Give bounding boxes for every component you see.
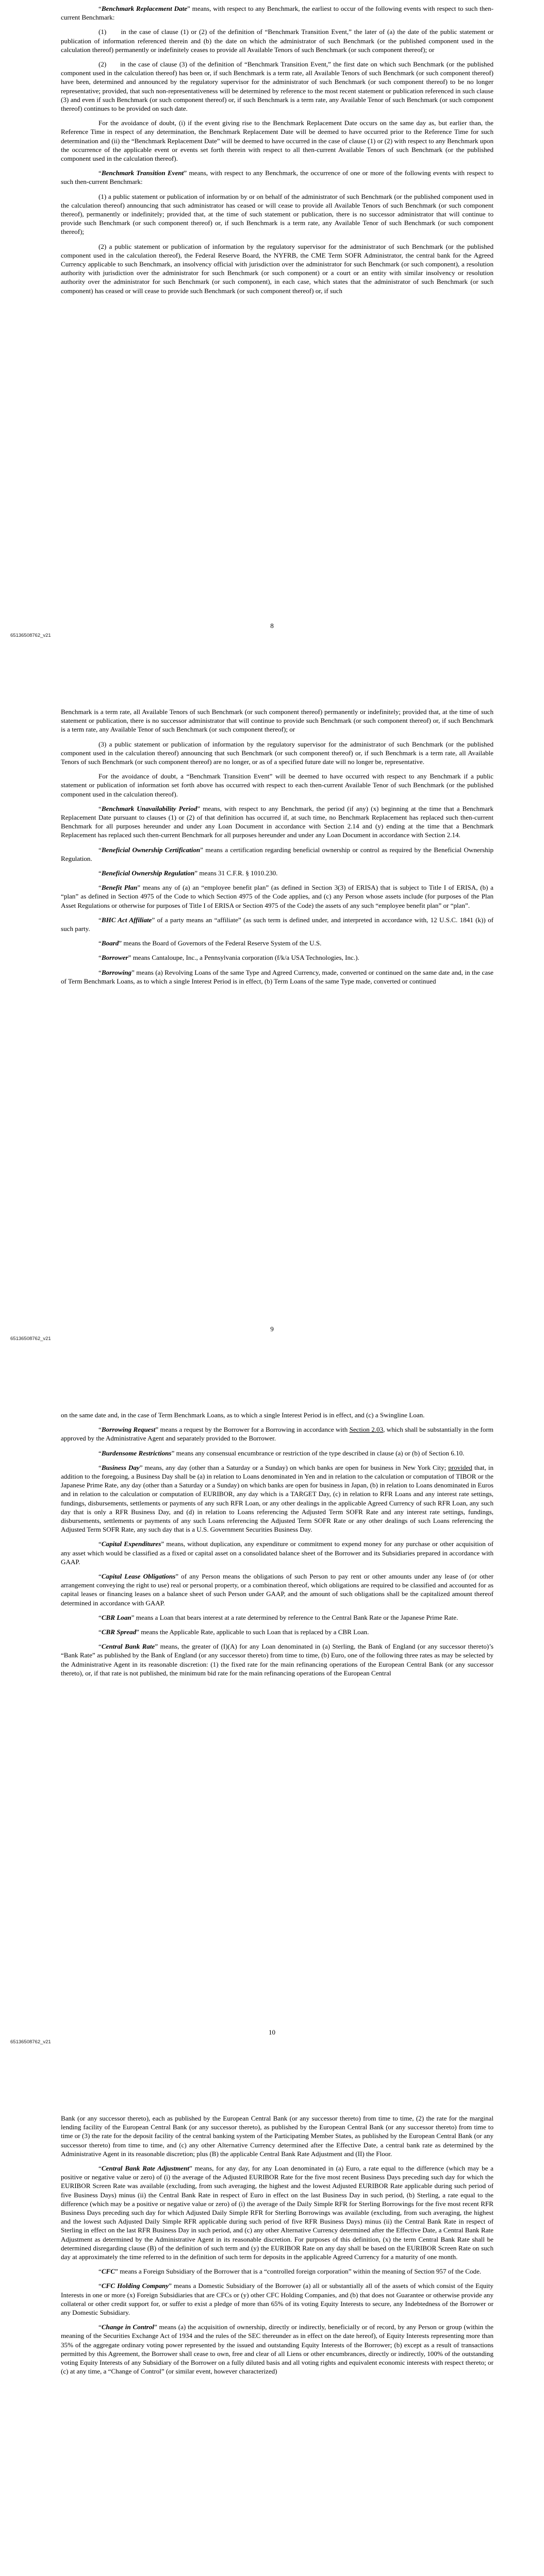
paragraph-text: “ [98,845,102,854]
paragraph-text: “ [98,1540,102,1548]
paragraph [61,168,493,186]
paragraph-text: ” means a Domestic Subsidiary of the Borrower (a) all or substantially all of the assets of which consist of the Equity Interests in one or more (x) Foreign Subsidiaries that are CFCs or (y) other CFC Holding Companies, and (b) that does not Guarantee or otherwise provide any collateral or other credit support for, or suffer to exist a pledge of more than 65% of its voting Equity Interests to secure, any Indebtedness of the Borrower or any Domestic Subsidiary. [61,2282,493,2317]
paragraph-text: ” means, the greater of (I)(A) for any Loan denominated in (a) Sterling, the Bank of England (or any successor thereto)’s “Bank Rate” as published by the Bank of England (or any successor thereto) from time to time, (b) Euro, one of the following three rates as may be selected by the Administrative Agent in its reasonable discretion: (1) the fixed rate for the main refinancing operations of the European Central Bank (or any successor thereto), or, if that rate is not published, the minimum bid rate for the main refinancing operations of the European Central [61,1642,494,1677]
paragraph-text: (2) a public statement or publication of information by the regulatory supervisor for the administrator of such Benchmark (or the published component used in the calculation thereof), the Federal Reserve Board, the NYFRB, the CME Term SOFR Administrator, the central bank for the Agreed Currency applicable to such Benchmark, an insolvency official with jurisdiction over the administrator for such Benchmark (or such component), a resolution authority with jurisdiction over the administrator for such Benchmark (or such component) or a court or an entity with similar insolvency or resolution authority over the administrator for such Benchmark (or such component), in each case, which states that the administrator of such Benchmark (or such component) has ceased or will cease to provide such Benchmark (or such component thereof) or, if such [61,242,493,295]
defined-term: Benefit Plan [101,884,138,892]
paragraph-text: ” means the Applicable Rate, applicable to such Loan that is replaced by a CBR Loan. [136,1628,369,1636]
paragraph-text: “ [98,916,102,924]
paragraph-text: “ [98,804,102,812]
paragraph-text: ” means a request by the Borrower for a Borrowing in accordance with [155,1426,350,1434]
defined-term: Borrower [101,954,128,962]
paragraph-text: ” means, any day (other than a Saturday or a Sunday) on which banks are open for business in New York City; [139,1463,449,1471]
paragraph-text: “ [98,2267,102,2276]
paragraph [61,1463,493,1534]
paragraph [61,845,493,863]
paragraph [61,1572,493,1607]
paragraph-text: “ [98,2323,102,2331]
paragraph-text: ” means Cantaloupe, Inc., a Pennsylvania corporation (f/k/a USA Technologies, Inc.). [128,954,359,962]
paragraph [61,772,493,799]
paragraph-text: “ [98,2164,102,2173]
paragraph [61,192,493,236]
paragraph [61,1642,493,1677]
defined-term: CFC [101,2267,116,2276]
paragraph [61,4,493,22]
paragraph-text: “ [98,954,102,962]
paragraph-text: on the same date and, in the case of Term Benchmark Loans, as to which a single Interest Period is in effect, and (c) a Swingline Loan. [61,1411,425,1419]
paragraph-text: “ [98,1449,102,1457]
document-page-3 [0,1406,544,2110]
paragraph-text: ” of a party means an “affiliate” (as such term is defined under, and interpreted in accordance with, 12 U.S.C. 1841 (k)) of such party. [61,916,493,933]
page-number: 9 [270,1325,274,1333]
paragraph-text: “ [98,939,102,947]
paragraph-text: ” means any consensual encumbrance or restriction of the type described in clause (a) or (b) of Section 6.10. [171,1449,465,1457]
paragraph [61,2281,493,2317]
paragraph-text: ” means (a) Revolving Loans of the same Type and Agreed Currency, made, converted or continued on the same date and, in the case of Term Benchmark Loans, as to which a single Interest Period is in effect, (b) Term Loans of the same Type made, converted or continued [61,968,493,985]
paragraph [61,740,493,767]
paragraph [61,2114,493,2158]
defined-term: Business Day [101,1463,140,1471]
document-id: 65136508762_v21 [10,1336,51,1342]
paragraph [61,2164,493,2261]
defined-term: Borrowing [101,968,132,976]
paragraph-text: “ [98,1572,102,1581]
paragraph-text: ” means any of (a) an “employee benefit plan” (as defined in Section 3(3) of ERISA) that is subject to Title I of ERISA, (b) a “plan” as defined in Section 4975 of the Code to which Section 4975 of the Code applies, and (c) any Person whose assets include (for purposes of the Plan Asset Regulations or otherwise for purposes of Title I of ERISA or Section 4975 of the Code) the assets of any such “employee benefit plan” or “plan”. [61,884,493,909]
paragraph-text: ” means a certification regarding beneficial ownership or control as required by the Beneficial Ownership Regulation. [61,845,494,862]
paragraph [61,242,493,295]
defined-term: CFC Holding Company [101,2282,169,2290]
paragraph-text: “ [98,5,102,12]
underlined-text: provided [448,1463,472,1471]
defined-term: Central Bank Rate Adjustment [101,2164,190,2173]
paragraph-text: ” means, for any day, for any Loan denominated in (a) Euro, a rate equal to the difference (which may be a positive or negative value or zero) of (i) the average of the Adjusted EURIBOR Rate for the five most recent Business Days preceding such day for which the EURIBOR Screen Rate was available (excluding, from such averaging, the highest and the lowest Adjusted EURIBOR Rate applicable during such period of five Business Days) minus (ii) the Central Bank Rate in respect of Euro in effect on the last Business Day in such period, (b) Sterling, a rate equal to the difference (which may be a positive or negative value or zero) of (i) the average of the Daily Simple RFR for Sterling Borrowings for the five most recent RFR Business Days preceding such day for which Adjusted Daily Simple RFR for Sterling Borrowings was available (excluding, from such averaging, the highest and the lowest such Adjusted Daily Simple RFR applicable during such period of five RFR Business Days) minus (ii) the Central Bank Rate in respect of Sterling in effect on the last RFR Business Day in such period, and (c) any other Alternative Currency determined after the Effective Date, a Central Bank Rate Adjustment as determined by the Administrative Agent in its reasonable discretion. For purposes of this definition, (x) the term Central Bank Rate shall be determined disregarding clause (B) of the definition of such term and (y) the EURIBOR Rate on any day shall be based on the EURIBOR Screen Rate on such day at approximately the time referred to in the definition of such term for deposits in the applicable Agreed Currency for a maturity of one month. [61,2164,493,2261]
paragraph-text: ” means a Loan that bears interest at a rate determined by reference to the Central Bank Rate or the Japanese Prime Rate. [131,1613,458,1621]
paragraph-text: ” means a Foreign Subsidiary of the Borrower that is a “controlled foreign corporation” within the meaning of Section 957 of the Code. [115,2267,482,2276]
paragraph [61,1613,493,1622]
paragraph [61,939,493,947]
defined-term: Beneficial Ownership Regulation [101,869,195,877]
paragraph [61,953,493,962]
paragraph [61,1425,493,1443]
paragraph [61,27,493,54]
paragraph-text: ” means, without duplication, any expenditure or commitment to expend money for any purchase or other acquisition of any asset which would be classified as a fixed or capital asset on a consolidated balance sheet of the Borrower and its Subsidiaries prepared in accordance with GAAP. [61,1540,493,1566]
paragraph-text: (1) a public statement or publication of information by or on behalf of the administrator of such Benchmark (or the published component used in the calculation thereof) announcing that such administrator has ceased or will cease to provide all Available Tenors of such Benchmark (or such component thereof), permanently or indefinitely; provided that, at the time of such statement or publication, there is no successor administrator that will continue to provide such Benchmark (or such component thereof) or, if such Benchmark is a term rate, any Available Tenor of such Benchmark (or such component thereof); [61,192,493,236]
defined-term: Beneficial Ownership Certification [101,845,201,854]
paragraph-text: “ [98,968,102,976]
document-page-4 [0,2110,544,2576]
paragraph [61,916,493,933]
paragraph-text: ” means, with respect to any Benchmark, the earliest to occur of the following events with respect to such then-current Benchmark: [61,5,493,22]
defined-term: Burdensome Restrictions [101,1449,172,1457]
page-2-body [61,707,493,991]
paragraph-text: “ [98,869,102,877]
paragraph-text: ” means (a) the acquisition of ownership, directly or indirectly, beneficially or of record, by any Person or group (within the meaning of the Securities Exchange Act of 1934 and the rules of the SEC thereunder as in effect on the date hereof), of Equity Interests representing more than 35% of the aggregate ordinary voting power represented by the issued and outstanding Equity Interests of the Borrower; (b) except as a result of transactions permitted by this Agreement, the Borrower shall cease to own, free and clear of all Liens or other encumbrances, directly or indirectly, 100% of the outstanding voting Equity Interests of any Subsidiary of the Borrower on a fully diluted basis and all voting rights and equivalent economic interests with respect thereto; or (c) at any time, a “Change of Control” (or similar event, however characterized) [61,2323,493,2376]
paragraph-text: “ [98,1642,102,1651]
paragraph-text: “ [98,884,102,892]
paragraph-text: ” means the Board of Governors of the Federal Reserve System of the U.S. [119,939,322,947]
paragraph-text: For the avoidance of doubt, (i) if the event giving rise to the Benchmark Replacement Date occurs on the same day as, but earlier than, the Reference Time in respect of any determination, the Benchmark Replacement Date will be deemed to have occurred prior to the Reference Time for such determination and (ii) the “Benchmark Replacement Date” will be deemed to have occurred in the case of clause (1) or (2) with respect to any Benchmark upon the occurrence of the applicable event or events set forth therein with respect to all then-current Available Tenors of such Benchmark (or the published component used in the calculation thereof). [61,119,493,163]
defined-term: Benchmark Replacement Date [101,5,188,12]
paragraph-text: that, in addition to the foregoing, a Business Day shall be (a) in relation to Loans denominated in Yen and in relation to the calculation or computation of TIBOR or the Japanese Prime Rate, any day (other than a Saturday or a Sunday) on which banks are open for business in Japan, (b) in relation to Loans denominated in Euros and in relation to the calculation or computation of EURIBOR, any day which is a TARGET Day, (c) in relation to RFR Loans and any interest rate settings, fundings, disbursements, settlements or payments of any such RFR Loan, or any other dealings in the applicable Agreed Currency of such RFR Loan, any such day that is only a RFR Business Day, and (d) in relation to Loans referencing the Adjusted Term SOFR Rate and any interest rate settings, fundings, disbursements, settlements or payments of any such Loans referencing the Adjusted Term SOFR Rate or any other dealings of such Loans referencing the Adjusted Term SOFR Rate, any such day that is a U.S. Government Securities Business Day. [61,1463,494,1534]
paragraph-text: ” means, with respect to any Benchmark, the occurrence of one or more of the following events with respect to such then-current Benchmark: [61,169,493,186]
paragraph [61,118,493,163]
paragraph-text: “ [98,1628,102,1636]
defined-term: BHC Act Affiliate [101,916,152,924]
paragraph-text: (1) in the case of clause (1) or (2) of the definition of “Benchmark Transition Event,” the later of (a) the date of the public statement or publication of information referenced therein and (b) the date on which the administrator of such Benchmark (or the published component used in the calculation thereof) permanently or indefinitely ceases to provide all Available Tenors of such Benchmark (or such component thereof); or [61,28,493,54]
document-id: 65136508762_v21 [10,633,51,638]
page-number: 10 [269,2028,275,2036]
defined-term: Capital Expenditures [101,1540,161,1548]
defined-term: Board [101,939,119,947]
paragraph [61,869,493,877]
paragraph-text: For the avoidance of doubt, a “Benchmark Transition Event” will be deemed to have occurred with respect to any Benchmark if a public statement or publication of information set forth above has occurred with respect to each then-current Available Tenor of such Benchmark (or the published component used in the calculation thereof). [61,772,493,798]
underlined-text: Section 2.03 [349,1426,384,1434]
paragraph [61,2323,493,2376]
page-3-body [61,1411,493,1683]
paragraph [61,1628,493,1636]
defined-term: Capital Lease Obligations [101,1572,176,1581]
paragraph-text: ” means, with respect to any Benchmark, the period (if any) (x) beginning at the time that a Benchmark Replacement Date pursuant to clauses (1) or (2) of that definition has occurred if, at such time, no Benchmark Replacement has replaced such then-current Benchmark for all purposes hereunder and under any Loan Document in accordance with Section 2.14 and (y) ending at the time that a Benchmark Replacement has replaced such then-current Benchmark for all purposes hereunder and under any Loan Document in accordance with Section 2.14. [61,804,493,839]
paragraph [61,707,493,734]
defined-term: Borrowing Request [101,1426,156,1434]
paragraph [61,1411,493,1419]
paragraph-text: “ [98,1463,102,1471]
defined-term: Benchmark Unavailability Period [101,804,197,812]
paragraph-text: “ [98,2282,102,2290]
paragraph-text: Bank (or any successor thereto), each as published by the European Central Bank (or any successor thereto) from time to time, (2) the rate for the marginal lending facility of the European Central Bank (or any successor thereto), as published by the European Central Bank (or any successor thereto) from time to time or (3) the rate for the deposit facility of the central banking system of the Participating Member States, as published by the European Central Bank (or any successor thereto) from time to time, and (c) any other Alternative Currency determined after the Effective Date, a central bank rate as determined by the Administrative Agent in its reasonable discretion; plus (B) the applicable Central Bank Rate Adjustment and (II) the Floor. [61,2114,493,2158]
defined-term: Change in Control [101,2323,154,2331]
document-page-2 [0,703,544,1406]
paragraph [61,883,493,910]
paragraph-text: Benchmark is a term rate, all Available Tenors of such Benchmark (or such component thereof) permanently or indefinitely; provided that, at the time of such statement or publication, there is no successor administrator that will continue to provide such Benchmark (or such component thereof) or, if such Benchmark is a term rate, any Available Tenor of such Benchmark (or such component thereof); or [61,708,493,734]
paragraph [61,2267,493,2276]
page-4-body [61,2114,493,2381]
document-page-1 [0,0,544,703]
document-id: 65136508762_v21 [10,2039,51,2045]
paragraph [61,1449,493,1458]
paragraph-text: “ [98,1426,102,1434]
paragraph-text: , which shall be substantially in the form approved by the Administrative Agent and separately provided to the Borrower. [61,1426,493,1443]
page-1-body [61,4,493,301]
paragraph [61,968,493,986]
paragraph-text: ” of any Person means the obligations of such Person to pay rent or other amounts under any lease of (or other arrangement conveying the right to use) real or personal property, or a combination thereof, which obligations are required to be classified and accounted for as capital leases or financing leases on a balance sheet of such Person under GAAP, and the amount of such obligations shall be the capitalized amount thereof determined in accordance with GAAP. [61,1572,494,1607]
paragraph-text: ” means 31 C.F.R. § 1010.230. [194,869,278,877]
paragraph [61,804,493,840]
defined-term: CBR Spread [101,1628,137,1636]
paragraph [61,60,493,113]
defined-term: Central Bank Rate [101,1642,155,1651]
paragraph-text: (3) a public statement or publication of information by the regulatory supervisor for the administrator of such Benchmark (or the published component used in the calculation thereof) announcing that such Benchmark (or such component thereof) or, if such Benchmark is a term rate, all Available Tenors of such Benchmark (or such component thereof) are no longer, or as of a specified future date will no longer be, representative. [61,740,493,766]
paragraph [61,1539,493,1566]
paragraph-text: (2) in the case of clause (3) of the definition of “Benchmark Transition Event,” the first date on which such Benchmark (or the published component used in the calculation thereof) has been or, if such Benchmark is a term rate, all Available Tenors of such Benchmark (or such component thereof) have been, determined and announced by the regulatory supervisor for the administrator of such Benchmark (or such component thereof) to be no longer representative; provided, that such non-representativeness will be determined by reference to the most recent statement or publication referenced in such clause (3) and even if such Benchmark (or such component thereof) or, if such Benchmark is a term rate, any Available Tenor of such Benchmark (or such component thereof) continues to be provided on such date. [61,60,493,113]
paragraph-text: “ [98,1613,102,1621]
paragraph-text: “ [98,169,102,177]
defined-term: Benchmark Transition Event [101,169,184,177]
page-number: 8 [270,622,274,630]
defined-term: CBR Loan [101,1613,131,1621]
